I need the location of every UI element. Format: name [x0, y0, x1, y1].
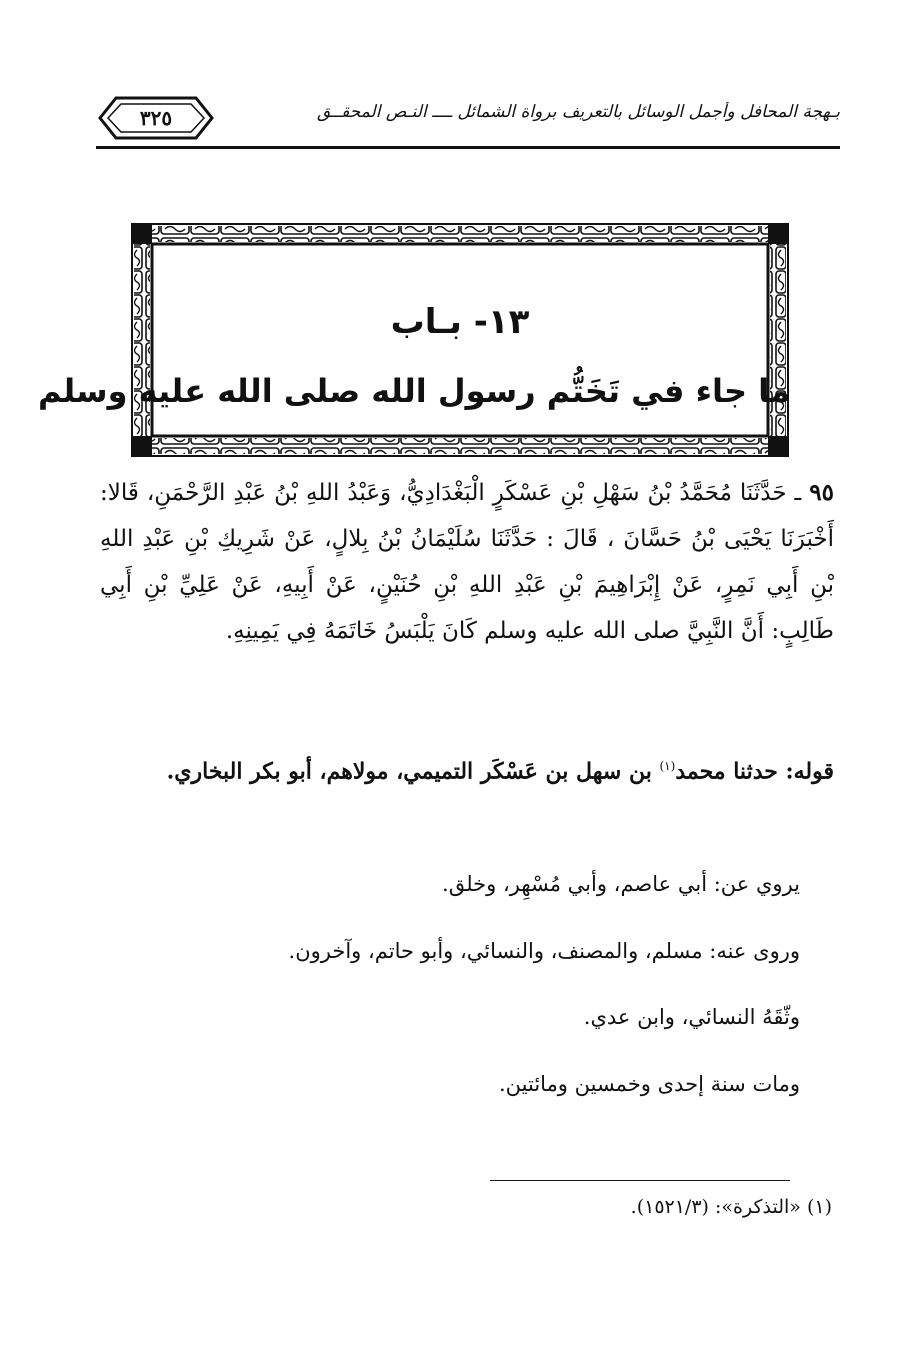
chapter-title: ما جاء في تَخَتُّم رسول الله صلى الله عليه وسلم	[38, 372, 790, 410]
chapter-frame	[38, 222, 790, 458]
footnote-rule	[490, 1180, 790, 1181]
running-title: بـهجة المحافل وأجمل الوسائل بالتعريف برواة الشمائل ــــ النـص المحقــق	[317, 102, 840, 122]
hadith-paragraph	[100, 470, 834, 654]
page-number: ٣٢٥	[139, 106, 173, 130]
header-rule	[96, 146, 840, 149]
detail-reliability: وثّقَهُ النسائي، وابن عدي.	[583, 1005, 800, 1029]
footnote-reference: (١)	[659, 759, 676, 773]
hadith-dash: ـ	[786, 480, 802, 506]
page-number-badge	[96, 94, 216, 142]
detail-narrated-by: وروى عنه: مسلم، والمصنف، والنسائي، وأبو حاتم، وآخرون.	[288, 939, 800, 963]
footnote: (١) «التذكرة»: (١٥٢١/٣).	[630, 1196, 832, 1218]
hadith-text: حَدَّثَنَا مُحَمَّدُ بْنُ سَهْلِ بْنِ عَسْكَرٍ الْبَغْدَادِيُّ، وَعَبْدُ اللهِ بْنُ عَبْدِ الرَّحْمَنِ، قَالا: أَخْبَرَنَا يَحْيَى بْنُ حَسَّانَ ، قَالَ : حَدَّثَنَا سُلَيْمَانُ بْنُ بِلالٍ، عَنْ شَرِيكِ بْنِ عَبْدِ اللهِ بْنِ أَبِي نَمِرٍ، عَنْ إِبْرَاهِيمَ بْنِ عَبْدِ اللهِ بْنِ حُنَيْنٍ، عَنْ أَبِيهِ، عَنْ عَلِيِّ بْنِ أَبِي طَالِبٍ: أَنَّ النَّبِيَّ صلى الله عليه وسلم كَانَ يَلْبَسُ خَاتَمَهُ فِي يَمِينِهِ.	[100, 480, 834, 644]
commentary-rest: بن سهل بن عَسْكَر التميمي، مولاهم، أبو بكر البخاري.	[166, 758, 660, 785]
detail-death: ومات سنة إحدى وخمسين ومائتين.	[498, 1072, 800, 1096]
detail-narrates-from: يروي عن: أبي عاصم، وأبي مُسْهِر، وخلق.	[442, 872, 800, 896]
chapter-number: ١٣- بـاب	[390, 302, 530, 342]
running-header	[96, 92, 840, 152]
commentary-lead: قوله: حدثنا محمد	[675, 758, 834, 785]
commentary-paragraph	[100, 742, 834, 796]
hadith-number: ٩٥	[809, 479, 834, 506]
